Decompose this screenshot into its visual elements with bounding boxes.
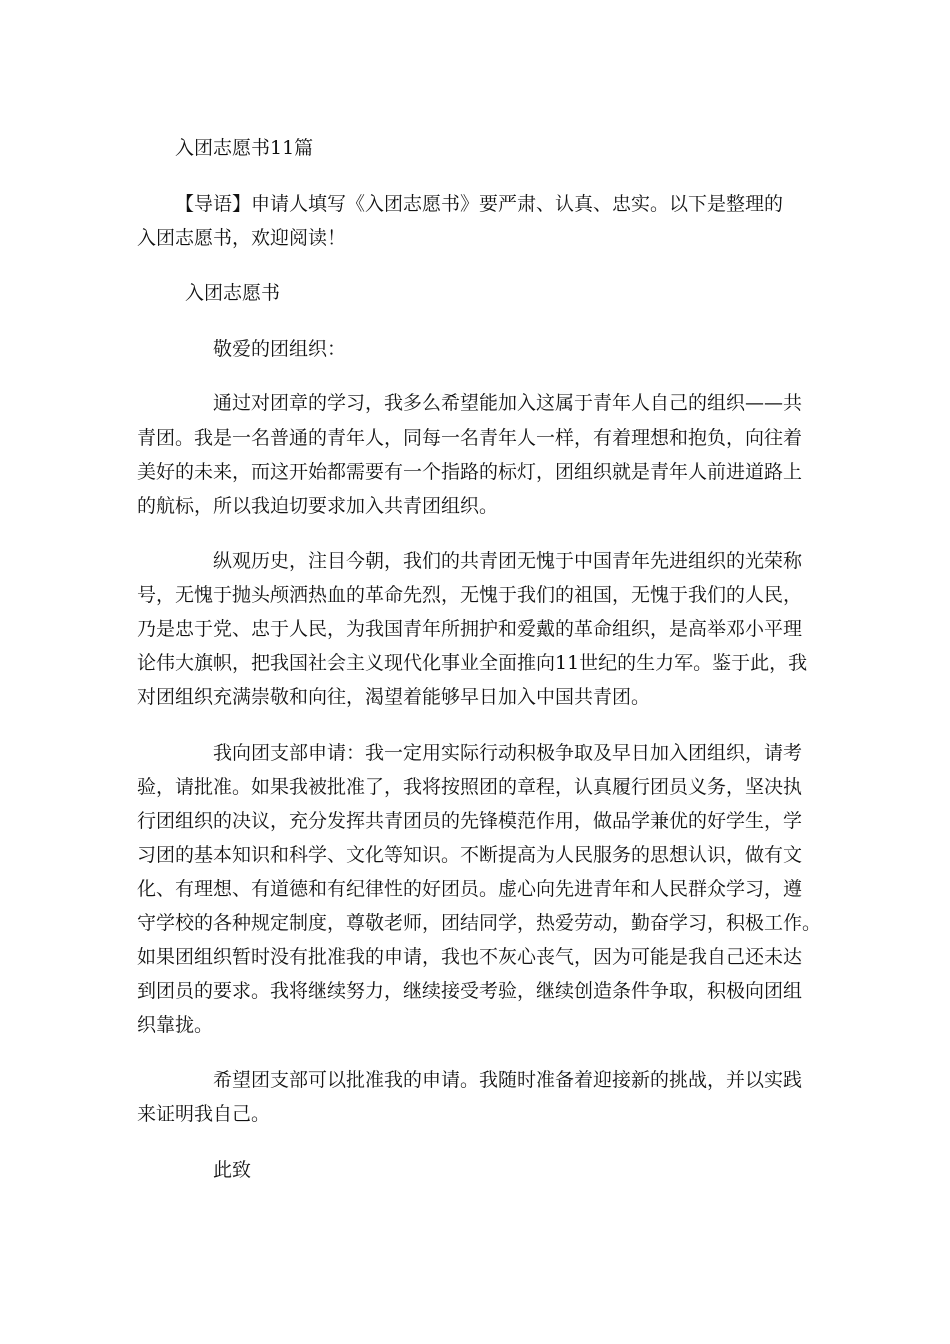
paragraph-line: 纵观历史，注目今朝，我们的共青团无愧于中国青年先进组织的光荣称 bbox=[213, 550, 803, 572]
paragraph-line: 织靠拢。 bbox=[137, 1014, 214, 1036]
closing: 此致 bbox=[213, 1159, 252, 1181]
paragraph-line: 论伟大旗帜，把我国社会主义现代化事业全面推向11世纪的生力军。鉴于此，我 bbox=[137, 652, 808, 674]
paragraph-line: 号，无愧于抛头颅洒热血的革命先烈，无愧于我们的祖国，无愧于我们的人民， bbox=[137, 584, 803, 606]
salutation: 敬爱的团组织： bbox=[213, 338, 347, 360]
paragraph-line: 如果团组织暂时没有批准我的申请，我也不灰心丧气，因为可能是我自己还未达 bbox=[137, 946, 803, 968]
intro-line: 【导语】申请人填写《入团志愿书》要严肃、认真、忠实。以下是整理的 bbox=[175, 193, 784, 215]
paragraph-line: 对团组织充满崇敬和向往，渴望着能够早日加入中国共青团。 bbox=[137, 686, 651, 708]
paragraph-line: 青团。我是一名普通的青年人，同每一名青年人一样，有着理想和抱负，向往着 bbox=[137, 427, 803, 449]
paragraph-line: 来证明我自己。 bbox=[137, 1103, 271, 1125]
paragraph-line: 验，请批准。如果我被批准了，我将按照团的章程，认真履行团员义务，坚决执 bbox=[137, 776, 803, 798]
paragraph-line: 我向团支部申请：我一定用实际行动积极争取及早日加入团组织，请考 bbox=[213, 742, 803, 764]
paragraph-line: 希望团支部可以批准我的申请。我随时准备着迎接新的挑战，并以实践 bbox=[213, 1069, 803, 1091]
subtitle: 入团志愿书 bbox=[185, 282, 281, 304]
intro-line: 入团志愿书，欢迎阅读！ bbox=[137, 227, 347, 249]
document-title: 入团志愿书11篇 bbox=[175, 137, 314, 159]
paragraph-line: 乃是忠于党、忠于人民，为我国青年所拥护和爱戴的革命组织，是高举邓小平理 bbox=[137, 618, 803, 640]
paragraph-line: 化、有理想、有道德和有纪律性的好团员。虚心向先进青年和人民群众学习，遵 bbox=[137, 878, 803, 900]
paragraph-line: 的航标，所以我迫切要求加入共青团组织。 bbox=[137, 495, 499, 517]
paragraph-line: 通过对团章的学习，我多么希望能加入这属于青年人自己的组织——共 bbox=[213, 392, 803, 414]
paragraph-line: 美好的未来，而这开始都需要有一个指路的标灯，团组织就是青年人前进道路上 bbox=[137, 461, 803, 483]
paragraph-line: 习团的基本知识和科学、文化等知识。不断提高为人民服务的思想认识，做有文 bbox=[137, 844, 803, 866]
paragraph-line: 行团组织的决议，充分发挥共青团员的先锋模范作用，做品学兼优的好学生，学 bbox=[137, 810, 803, 832]
paragraph-line: 守学校的各种规定制度，尊敬老师，团结同学，热爱劳动，勤奋学习，积极工作。 bbox=[137, 912, 822, 934]
paragraph-line: 到团员的要求。我将继续努力，继续接受考验，继续创造条件争取，积极向团组 bbox=[137, 980, 803, 1002]
